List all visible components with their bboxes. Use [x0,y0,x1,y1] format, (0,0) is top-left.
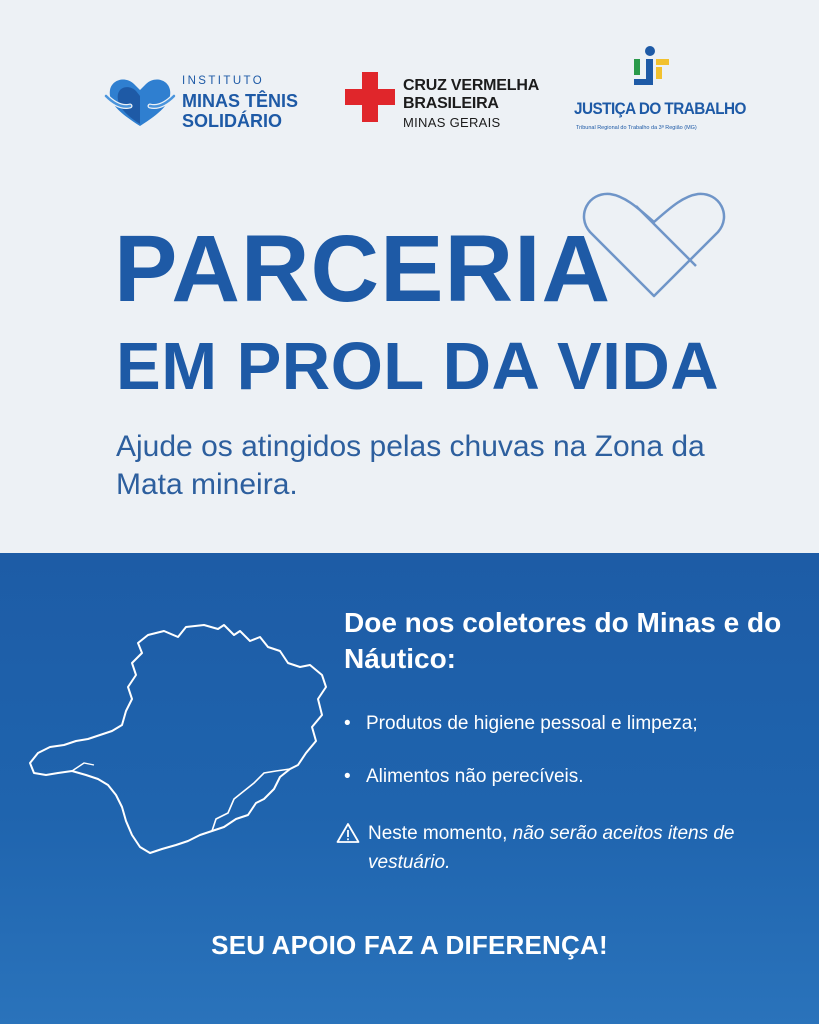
footer-slogan: SEU APOIO FAZ A DIFERENÇA! [211,930,608,960]
red-cross-icon [345,72,395,122]
bullet-icon: • [344,766,351,787]
justica-subtitle: Tribunal Regional do Trabalho da 3ª Região (MG) [576,125,697,131]
subheading: Ajude os atingidos pelas chuvas na Zona da Mata mineira. [116,430,705,502]
warning-text [368,819,798,878]
cruz-vermelha-line-1: CRUZ VERMELHA [403,77,540,94]
logo-cruz-vermelha [345,72,545,132]
figure-icon [628,45,672,97]
headline-line-1: PARCERIA [114,216,612,322]
headline-line-2: EM PROL DA VIDA [116,329,720,404]
bullet-icon: • [344,713,351,734]
hands-heart-icon [104,74,176,132]
logo-instituto-minas-tenis [104,74,304,134]
imts-line-3: SOLIDÁRIO [182,110,283,131]
imts-wordmark [182,76,298,130]
warning-icon [336,822,360,844]
donation-item [344,713,698,735]
bottom-section [0,553,819,1024]
donation-item-text: Alimentos não perecíveis. [366,766,584,787]
donation-item [344,766,584,788]
warning-emphasis: não serão aceitos itens de vestuário. [368,823,735,874]
cruz-vermelha-line-3: MINAS GERAIS [403,115,501,130]
imts-line-2: MINAS TÊNIS [182,90,299,111]
donation-heading: Doe nos coletores do Minas e do Náutico: [344,607,782,675]
minas-gerais-map-icon [28,623,328,858]
imts-line-1: INSTITUTO [182,75,265,87]
justica-title: JUSTIÇA DO TRABALHO [574,99,746,118]
donation-item-text: Produtos de higiene pessoal e limpeza; [366,713,698,734]
warning-prefix: Neste momento, [368,823,513,844]
logo-justica-do-trabalho [574,45,746,140]
cruz-vermelha-line-2: BRASILEIRA [403,95,499,112]
cruz-vermelha-wordmark [403,78,539,129]
